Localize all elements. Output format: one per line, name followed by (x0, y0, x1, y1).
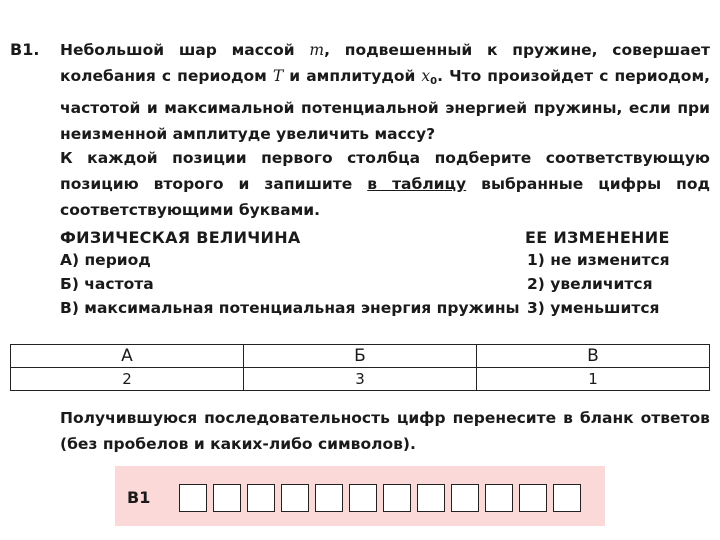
answer-form-cell[interactable] (519, 484, 547, 512)
instruction-part-2: выбранные цифры под соответствующими буквами. (60, 175, 710, 219)
answer-table (10, 344, 710, 391)
answer-form-cell[interactable] (451, 484, 479, 512)
change-option: 2) увеличится (527, 275, 653, 293)
answer-form-cell[interactable] (179, 484, 207, 512)
answer-form-label: В1 (127, 488, 151, 507)
question-part-4: . Что произойдет с периодом, частотой и максимальной потенциальной энергией пружины, если при неизменной амплитуде увеличить массу? (60, 67, 710, 143)
question-part-2: , подвешенный к пружине, совершает колебания с периодом (60, 41, 710, 85)
question-text (60, 37, 710, 147)
instruction-part-1: К каждой позиции первого столбца подберите соответствующую позицию второго и запишите (60, 149, 710, 193)
question-part-1: Небольшой шар массой (60, 41, 310, 59)
answer-form-cell[interactable] (213, 484, 241, 512)
variable-mass: m (309, 41, 325, 59)
question-part-3: и амплитудой (283, 67, 422, 85)
answer-form (115, 466, 605, 526)
quantity-item: В) максимальная потенциальная энергия пружины (60, 299, 520, 317)
variable-amplitude: x (421, 67, 431, 85)
answer-form-cell[interactable] (553, 484, 581, 512)
answer-form-cells (179, 484, 587, 512)
answer-form-cell[interactable] (247, 484, 275, 512)
answer-form-cell[interactable] (485, 484, 513, 512)
answer-table-value-row (11, 368, 710, 391)
variable-period: T (272, 67, 284, 85)
instruction-text (60, 145, 710, 223)
instruction-underlined: в таблицу (367, 175, 467, 193)
quantity-item: Б) частота (60, 275, 154, 293)
change-option: 1) не изменится (527, 251, 670, 269)
transfer-instruction: Получившуюся последовательность цифр перенесите в бланк ответов (без пробелов и каких-либо символов). (60, 409, 710, 453)
right-column-header: ЕЕ ИЗМЕНЕНИЕ (525, 228, 670, 247)
task-number: B1. (10, 40, 40, 59)
answer-cell-b[interactable]: 3 (244, 368, 477, 391)
answer-form-cell[interactable] (281, 484, 309, 512)
answer-cell-v[interactable]: 1 (477, 368, 710, 391)
answer-form-cell[interactable] (417, 484, 445, 512)
answer-cell-a[interactable]: 2 (11, 368, 244, 391)
change-option: 3) уменьшится (527, 299, 660, 317)
answer-form-cell[interactable] (315, 484, 343, 512)
answer-header-b: Б (244, 345, 477, 368)
answer-table-header-row (11, 345, 710, 368)
quantity-item: А) период (60, 251, 151, 269)
answer-header-a: А (11, 345, 244, 368)
answer-form-cell[interactable] (349, 484, 377, 512)
variable-amplitude-subscript: 0 (430, 76, 438, 87)
answer-header-v: В (477, 345, 710, 368)
answer-form-cell[interactable] (383, 484, 411, 512)
left-column-header: ФИЗИЧЕСКАЯ ВЕЛИЧИНА (60, 228, 301, 247)
